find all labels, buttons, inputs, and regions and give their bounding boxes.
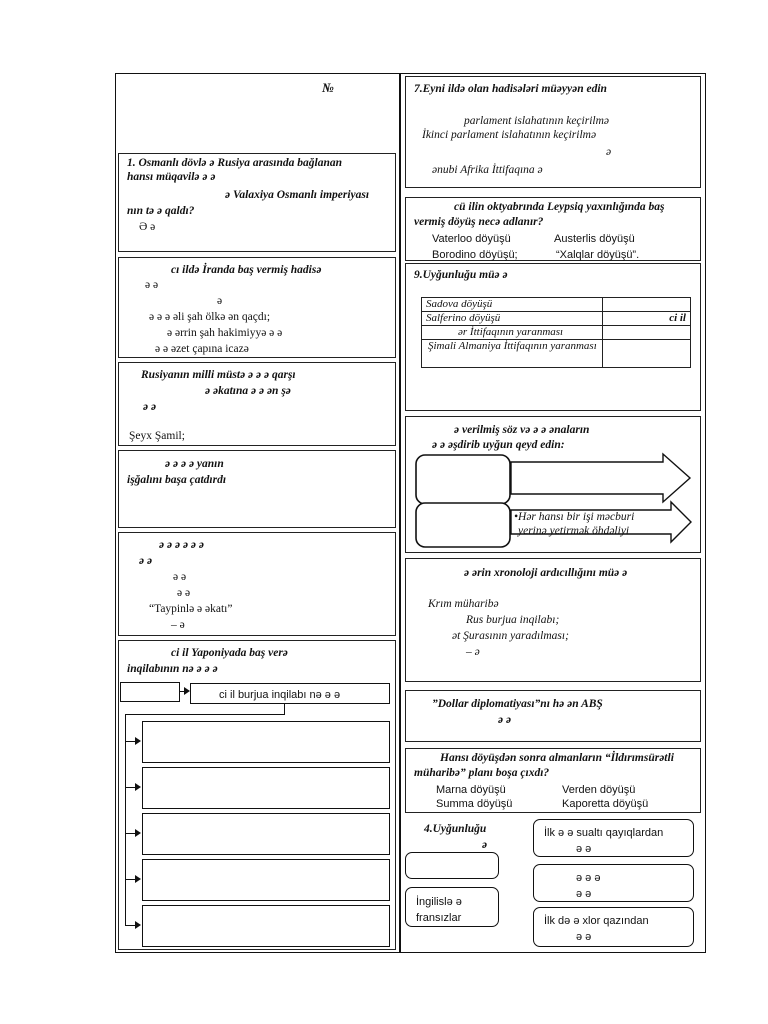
q2-option: ə ə əzet çapına icazə — [155, 343, 249, 355]
q13-option: Kaporetta döyüşü — [562, 798, 649, 810]
q1-line: ə Valaxiya Osmanlı imperiyası — [225, 189, 370, 201]
table-row — [422, 340, 691, 368]
q7-option: ə — [606, 146, 612, 158]
q6-year-box[interactable] — [120, 682, 180, 702]
q11-item: – ə — [466, 646, 480, 658]
q6-line: inqilabının nə ə ə ə — [127, 663, 218, 675]
q11-item: Rus burjua inqilabı; — [466, 614, 560, 626]
question-3 — [118, 362, 396, 446]
table-cell: ər İttifaqının yaranması — [422, 326, 603, 340]
q1-answer: Ə ə — [139, 221, 156, 233]
table-cell[interactable] — [603, 340, 691, 368]
q14-right-box-3[interactable] — [533, 907, 694, 947]
q14-right-box-1[interactable] — [533, 819, 694, 857]
q14-title: 4.Uyğunluğu — [424, 823, 487, 835]
q14-right-box-2[interactable] — [533, 864, 694, 902]
q14-right-text: İlk də ə xlor qazından — [544, 915, 649, 927]
q7-option: parlament islahatının keçirilmə — [464, 115, 610, 127]
q4-line: ə ə ə ə yanın — [165, 458, 224, 470]
q8-option: Vaterloo döyüşü — [432, 233, 511, 245]
q13-line: müharibə” planı boşa çıxdı? — [414, 767, 550, 779]
q13-option: Verden döyüşü — [562, 784, 636, 796]
q10-term-box-2[interactable] — [416, 503, 510, 547]
question-5 — [118, 532, 396, 636]
q2-option: ə ə ə əli şah ölkə ən qaçdı; — [149, 311, 271, 323]
q10-def-line: •Hər hansı bir işi məcburi — [514, 511, 635, 523]
q10-arrow-1 — [511, 454, 690, 502]
q10-line: ə verilmiş söz və ə ə ənaların — [454, 424, 590, 436]
q14-title-sub: ə — [482, 839, 488, 851]
q7-title: 7.Eyni ildə olan hadisələri müəyyən edin — [414, 83, 607, 95]
question-12 — [405, 690, 701, 742]
q10-def-line: yerinə yetirmək öhdəliyi — [518, 525, 630, 537]
question-1 — [118, 153, 396, 252]
q14-left-text: fransızlar — [416, 912, 462, 924]
table-row — [422, 298, 691, 312]
q8-option: Borodino döyüşü; — [432, 249, 518, 261]
question-8 — [405, 197, 701, 261]
table-row — [422, 312, 691, 326]
column-divider — [399, 73, 401, 953]
q1-line: nın tə ə qaldı? — [127, 205, 195, 217]
q3-line: Rusiyanın milli müstə ə ə ə qarşı — [141, 369, 296, 381]
q6-connector-h — [125, 714, 285, 715]
q6-branch-arrow — [135, 921, 141, 929]
q8-option: Austerlis döyüşü — [554, 233, 635, 245]
q6-branch-arrow — [135, 737, 141, 745]
q5-option: ə ə — [177, 587, 191, 599]
q1-line: hansı müqavilə ə ə — [127, 171, 216, 183]
table-cell[interactable]: ci il — [603, 312, 691, 326]
q6-connector — [284, 704, 285, 714]
q3-line: ə ə — [143, 401, 157, 413]
q6-center-label: ci il burjua inqilabı nə ə ə — [219, 689, 341, 701]
q2-line: cı ildə İranda baş vermiş hadisə — [171, 264, 322, 276]
q11-item: Krım müharibə — [428, 598, 499, 610]
q13-option: Summa döyüşü — [436, 798, 513, 810]
q14-left-box-1[interactable] — [405, 852, 499, 879]
q6-branch-arrow — [135, 875, 141, 883]
question-4 — [118, 450, 396, 528]
q5-line: ə ə — [139, 555, 153, 567]
q5-option: “Taypinlə ə əkatı” — [149, 603, 233, 615]
table-cell: Şimali Almaniya İttifaqının yaranması — [422, 340, 603, 368]
q9-title: 9.Uyğunluğu müə ə — [414, 269, 508, 281]
q6-line: ci il Yaponiyada baş verə — [171, 647, 288, 659]
q2-option: ə ərrin şah hakimiyyə ə ə — [167, 327, 283, 339]
q4-line: işğalını başa çatdırdı — [127, 474, 227, 486]
q14-right-text: ə ə — [576, 931, 592, 943]
table-cell: Salferino döyüşü — [422, 312, 603, 326]
q10-line: ə ə əşdirib uyğun qeyd edin: — [432, 439, 565, 451]
q6-branch-arrow — [135, 829, 141, 837]
q6-connector-v — [125, 714, 126, 926]
q14-right-text: İlk ə ə sualtı qayıqlardan — [544, 827, 664, 839]
question-13 — [405, 748, 701, 813]
number-sign: № — [322, 80, 334, 95]
q14-left-box-2[interactable] — [405, 887, 499, 927]
question-11 — [405, 558, 701, 682]
q8-line: cü ilin oktyabrında Leypsiq yaxınlığında baş — [454, 201, 665, 213]
table-cell: Sadova döyüşü — [422, 298, 603, 312]
q13-option: Marna döyüşü — [436, 784, 506, 796]
table-cell[interactable] — [603, 298, 691, 312]
q6-answer-box[interactable] — [142, 859, 390, 901]
q6-answer-box[interactable] — [142, 905, 390, 947]
q13-line: Hansı döyüşdən sonra almanların “İldırımsürətli — [440, 752, 674, 764]
q7-option: ənubi Afrika İttifaqına ə — [432, 164, 543, 176]
q1-line: 1. Osmanlı dövlə ə Rusiya arasında bağlanan — [127, 157, 343, 169]
q6-answer-box[interactable] — [142, 721, 390, 763]
q3-answer: Şeyx Şamil; — [129, 430, 185, 442]
q7-option: İkinci parlament islahatının keçirilmə — [422, 129, 597, 141]
q3-line: ə əkatına ə ə ən şə — [205, 385, 291, 397]
table-cell[interactable] — [603, 326, 691, 340]
q5-option: ə ə — [173, 571, 187, 583]
q6-center-box — [190, 683, 390, 704]
table-row — [422, 326, 691, 340]
q14-right-text: ə ə ə — [576, 872, 601, 884]
q6-answer-box[interactable] — [142, 813, 390, 855]
q2-line: ə ə — [145, 279, 159, 291]
q11-item: ət Şurasının yaradılması; — [452, 630, 569, 642]
q8-option: “Xalqlar döyüşü”. — [556, 249, 640, 261]
q9-match-table — [421, 297, 691, 368]
q11-title: ə ərin xronoloji ardıcıllığını müə ə — [464, 567, 628, 579]
question-7 — [405, 76, 701, 188]
q10-term-box-1[interactable] — [416, 455, 510, 504]
q8-line: vermiş döyüş necə adlanır? — [414, 216, 544, 228]
question-2 — [118, 257, 396, 358]
q5-line: ə ə ə ə ə ə — [159, 539, 205, 551]
q6-branch-arrow — [135, 783, 141, 791]
q14-right-text: ə ə — [576, 888, 592, 900]
q5-option: – ə — [171, 619, 185, 631]
q2-option: ə — [217, 295, 223, 307]
q12-line: ”Dollar diplomatiyası”nı hə ən ABŞ — [432, 698, 603, 710]
q14-right-text: ə ə — [576, 843, 592, 855]
q12-line: ə ə — [498, 714, 512, 726]
q6-answer-box[interactable] — [142, 767, 390, 809]
q14-left-text: İngilislə ə — [416, 896, 462, 908]
